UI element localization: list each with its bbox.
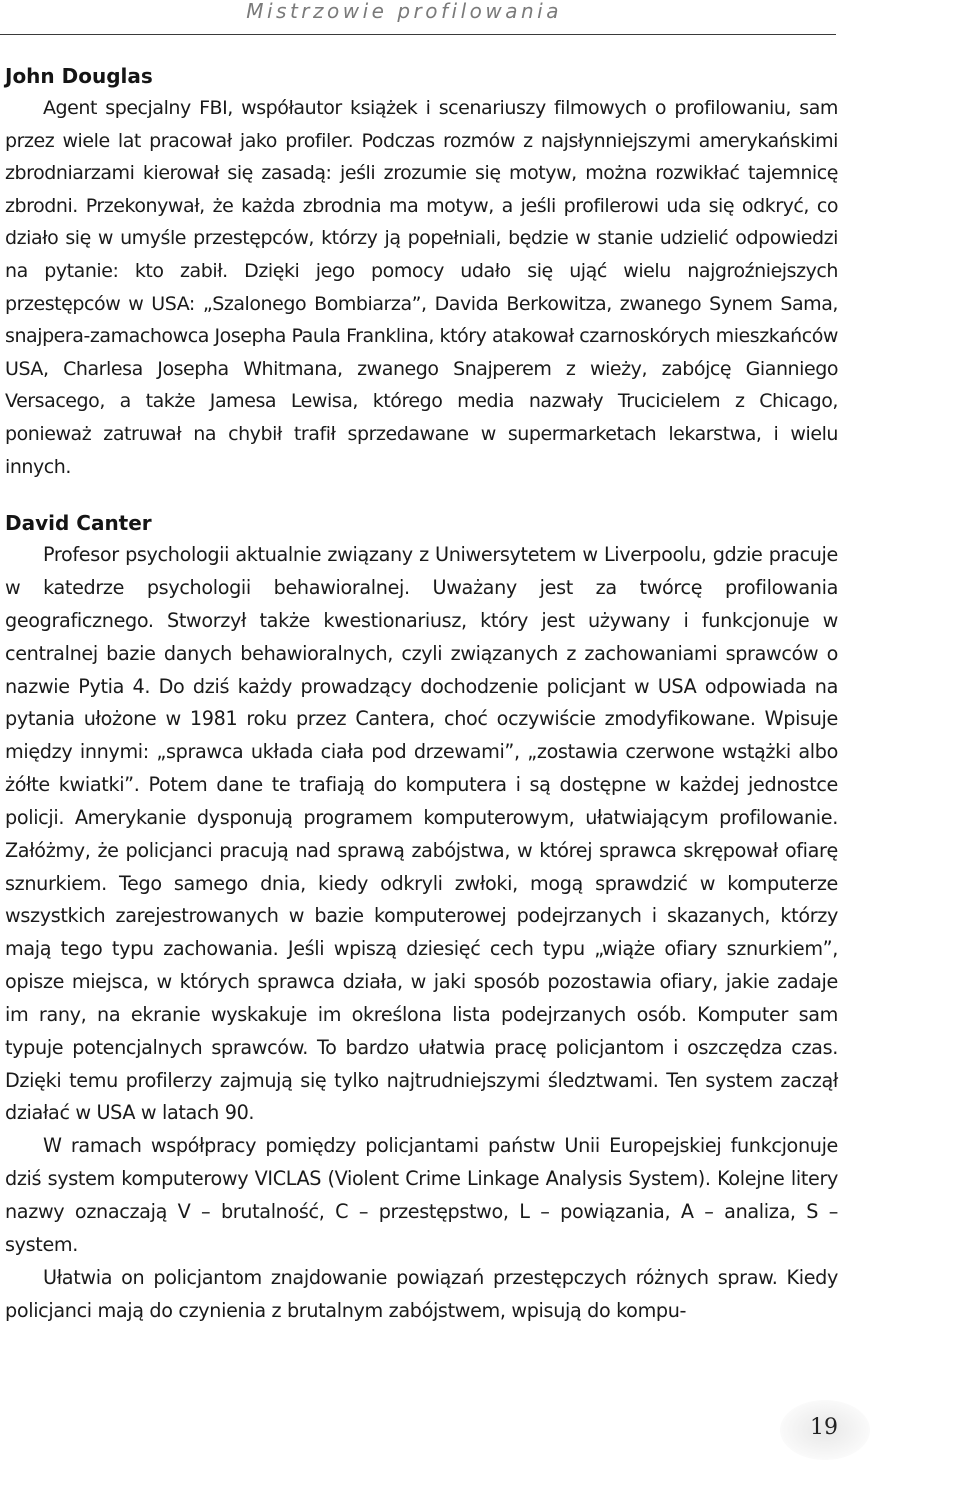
person-name-heading: David Canter (5, 511, 152, 536)
running-title: Mistrzowie profilowania (246, 0, 562, 23)
paragraph: Agent specjalny FBI, współautor książek i scenariuszy filmowych o profilowaniu, sam przez wiele lat pracował jako profiler. Podczas rozmów z najsłynniejszymi amerykańskimi zbrodniarzami kierował się zasadą: jeśli zrozumie się motyw, można rozwikłać tajemnicę zbrodni. Przekonywał, że każda zbrodnia ma motyw, a jeśli profilerowi uda się odkryć, co działo się w umyśle przestępców, którzy ją popełniali, będzie w stanie udzielić odpowiedzi na pytanie: kto zabił. Dzięki jego pomocy udało się ująć wielu najgroźniejszych przestępców w USA: „Szalonego Bombiarza”, Davida Berkowitza, zwanego Synem Sama, snajpera-zamachowca Josepha Paula Franklina, który atakował czarnoskórych mieszkańców USA, Charlesa Josepha Whitmana, zwanego Snajperem z wieży, zabójcę Gianniego Versacego, a także Jamesa Lewisa, którego media nazwały Trucicielem z Chicago, ponieważ zatruwał na chybił trafił sprzedawane w supermarketach lekarstwa, i wielu innych. (5, 97, 838, 478)
section-david-canter (5, 507, 838, 1327)
paragraph: Ułatwia on policjantom znajdowanie powiązań przestępczych różnych spraw. Kiedy policjanci mają do czynienia z brutalnym zabójstwem, wpisują do kompu- (5, 1265, 838, 1322)
paragraph: Profesor psychologii aktualnie związany z Uniwersytetem w Liverpoolu, gdzie pracuje w katedrze psychologii behawioralnej. Uważany jest za twórcę profilowania geograficznego. Stworzył także kwestionariusz, który jest używany i funkcjonuje w centralnej bazie danych behawioralnych, czyli związanych z zachowaniami sprawców o nazwie Pytia 4. Do dziś każdy prowadzący dochodzenie policjant w USA odpowiada na pytania ułożone w 1981 roku przez Cantera, choć oczywiście zmodyfikowane. Wpisuje między innymi: „sprawca układa ciała pod drzewami”, „zostawia czerwone wstążki albo żółte kwiatki”. Potem dane te trafiają do komputera i są dostępne w każdej jednostce policji. Amerykanie dysponują programem komputerowym, ułatwiającym profilowanie. Załóżmy, że policjanci pracują nad sprawą zabójstwa, w której sprawca skrępował ofiarę sznurkiem. Tego samego dnia, kiedy odkryli zwłoki, mogą sprawdzić w komputerze wszystkich zarejestrowanych w bazie komputerowej podejrzanych i skazanych, którzy mają tego typu zachowania. Jeśli wpiszą dziesięć cech typu „wiąże ofiary sznurkiem”, opisze miejsca, w których sprawca działa, w jaki sposób pozostawia ofiary, jakie zadaje im rany, na ekranie wyskakuje im określona lista podejrzanych osób. Komputer sam typuje potencjalnych sprawców. To bardzo ułatwia pracę policjantom i oszczędza czas. Dzięki temu profilerzy zajmują się tylko najtrudniejszymi śledztwami. Ten system zaczął działać w USA w latach 90. (5, 543, 838, 1125)
page-body (5, 56, 838, 1327)
page-number: 19 (810, 1415, 838, 1440)
person-name-heading: John Douglas (5, 64, 153, 88)
paragraph: W ramach współpracy pomiędzy policjantami państw Unii Europejskiej funkcjonuje dziś system komputerowy VICLAS (Violent Crime Linkage Analysis System). Kolejne litery nazwy oznaczają V – brutalność, C – przestępstwo, L – powiązania, A – analiza, S – system. (5, 1134, 838, 1256)
section-john-douglas (5, 60, 838, 483)
running-header (0, 0, 836, 35)
